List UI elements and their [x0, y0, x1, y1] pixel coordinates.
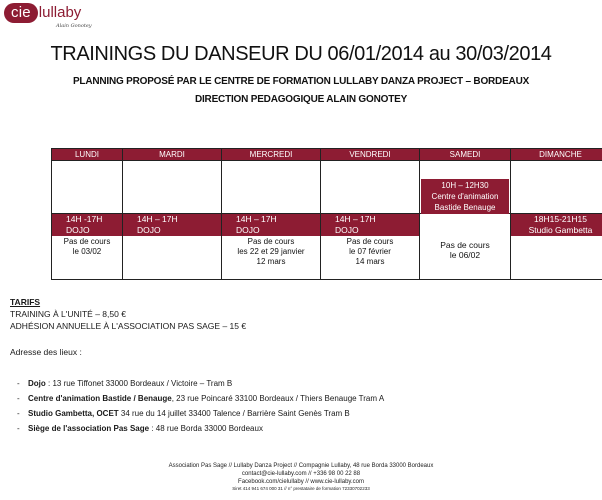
addresses-heading: Adresse des lieux : — [10, 347, 82, 357]
tarif-line: TRAINING À L'UNITÉ – 8,50 € — [10, 309, 126, 319]
day-header: DIMANCHE — [511, 149, 602, 161]
session-time: 10H – 12H30 — [441, 181, 489, 190]
day-header: MARDI — [123, 149, 222, 161]
note-line: Pas de cours — [346, 237, 394, 246]
footer-contact: contact@cie-lullaby.com // +336 98 00 22 88 — [241, 471, 361, 477]
session-block — [321, 214, 419, 236]
footer-line: Association Pas Sage // Lullaby Danza Project // Compagnie Lullaby, 48 rue Borda 33000 Bordeaux — [168, 463, 434, 469]
session-place: DOJO — [335, 225, 359, 235]
planning-row-afternoon — [52, 214, 602, 280]
address-name: Dojo — [28, 379, 46, 388]
session-block — [222, 214, 320, 236]
page-footer — [0, 462, 602, 492]
footer-web: Facebook.com/cielullaby // www.cie-lullaby.com — [238, 479, 364, 485]
addresses-list — [10, 376, 384, 436]
note-line: 12 mars — [256, 257, 286, 266]
page-title: TRAININGS DU DANSEUR DU 06/01/2014 au 30/03/2014 — [50, 43, 552, 65]
note-line: le 03/02 — [72, 247, 102, 256]
page-direction: DIRECTION PEDAGOGIQUE ALAIN GONOTEY — [194, 94, 408, 105]
note-line: les 22 et 29 janvier — [237, 247, 305, 256]
day-header: LUNDI — [52, 149, 123, 161]
session-time: 14H – 17H — [137, 214, 178, 224]
session-time: 14H – 17H — [335, 214, 376, 224]
session-place: Bastide Benauge — [434, 203, 496, 212]
session-time: 14H -17H — [66, 214, 103, 224]
session-block — [511, 214, 602, 236]
note-line: Pas de cours — [247, 237, 295, 246]
lundi-cell — [52, 214, 123, 280]
session-block — [421, 179, 509, 214]
address-name: Studio Gambetta, OCET — [28, 409, 119, 418]
samedi-morning-cell — [420, 161, 511, 214]
empty-cell — [222, 161, 321, 214]
session-place: DOJO — [137, 225, 161, 235]
session-block — [52, 214, 122, 236]
day-header: MERCREDI — [222, 149, 321, 161]
samedi-afternoon-cell — [420, 214, 511, 280]
mardi-cell — [123, 214, 222, 280]
address-detail: , 23 rue Poincaré 33100 Bordeaux / Thiers Benauge Tram A — [171, 394, 385, 403]
address-detail: 34 rue du 14 juillet 33400 Talence / Barrière Saint Genès Tram B — [118, 409, 350, 418]
address-detail: : 48 rue Borda 33000 Bordeaux — [149, 424, 263, 433]
footer-legal: Siret 414 941 674 000 31 // n° prestataire de formation 72330702233 — [232, 486, 370, 491]
address-item — [10, 406, 384, 421]
no-class-note — [321, 236, 419, 267]
tarifs-section — [10, 296, 246, 332]
page-subtitle: PLANNING PROPOSÉ PAR LE CENTRE DE FORMATION LULLABY DANZA PROJECT – BORDEAUX — [72, 76, 530, 87]
vendredi-cell — [321, 214, 420, 280]
empty-cell — [321, 161, 420, 214]
note-line: le 06/02 — [449, 250, 481, 260]
company-logo — [4, 3, 114, 41]
planning-row-morning — [52, 161, 602, 214]
address-item — [10, 421, 384, 436]
session-place: DOJO — [236, 225, 260, 235]
dimanche-cell — [511, 214, 602, 280]
day-header: VENDREDI — [321, 149, 420, 161]
logo-word: lullaby — [38, 4, 82, 21]
session-place: Studio Gambetta — [528, 225, 593, 235]
no-class-note — [52, 236, 122, 257]
mercredi-cell — [222, 214, 321, 280]
note-line: le 07 février — [349, 247, 391, 256]
note-line: 14 mars — [355, 257, 385, 266]
empty-cell — [52, 161, 123, 214]
session-place: Centre d'animation — [431, 192, 499, 201]
session-place: DOJO — [66, 225, 90, 235]
address-name: Siège de l'association Pas Sage — [28, 424, 150, 433]
day-header: SAMEDI — [420, 149, 511, 161]
tarifs-heading: TARIFS — [10, 297, 41, 307]
address-item — [10, 391, 384, 406]
address-detail: : 13 rue Tiffonet 33000 Bordeaux / Victoire – Tram B — [45, 379, 233, 388]
no-class-note — [222, 236, 320, 267]
planning-table — [51, 148, 602, 280]
session-time: 18H15-21H15 — [534, 214, 587, 224]
address-name: Centre d'animation Bastide / Benauge — [28, 394, 172, 403]
session-block — [123, 214, 221, 236]
empty-cell — [511, 161, 602, 214]
no-class-note — [420, 214, 510, 260]
session-time: 14H – 17H — [236, 214, 277, 224]
planning-header-row — [52, 149, 602, 161]
logo-signature: Alain Gonotey — [56, 23, 92, 29]
tarif-line: ADHÉSION ANNUELLE À L'ASSOCIATION PAS SAGE – 15 € — [10, 321, 247, 331]
empty-cell — [123, 161, 222, 214]
note-line: Pas de cours — [63, 237, 111, 246]
address-item — [10, 376, 384, 391]
logo-pill: cie — [4, 3, 38, 23]
note-line: Pas de cours — [440, 240, 490, 250]
